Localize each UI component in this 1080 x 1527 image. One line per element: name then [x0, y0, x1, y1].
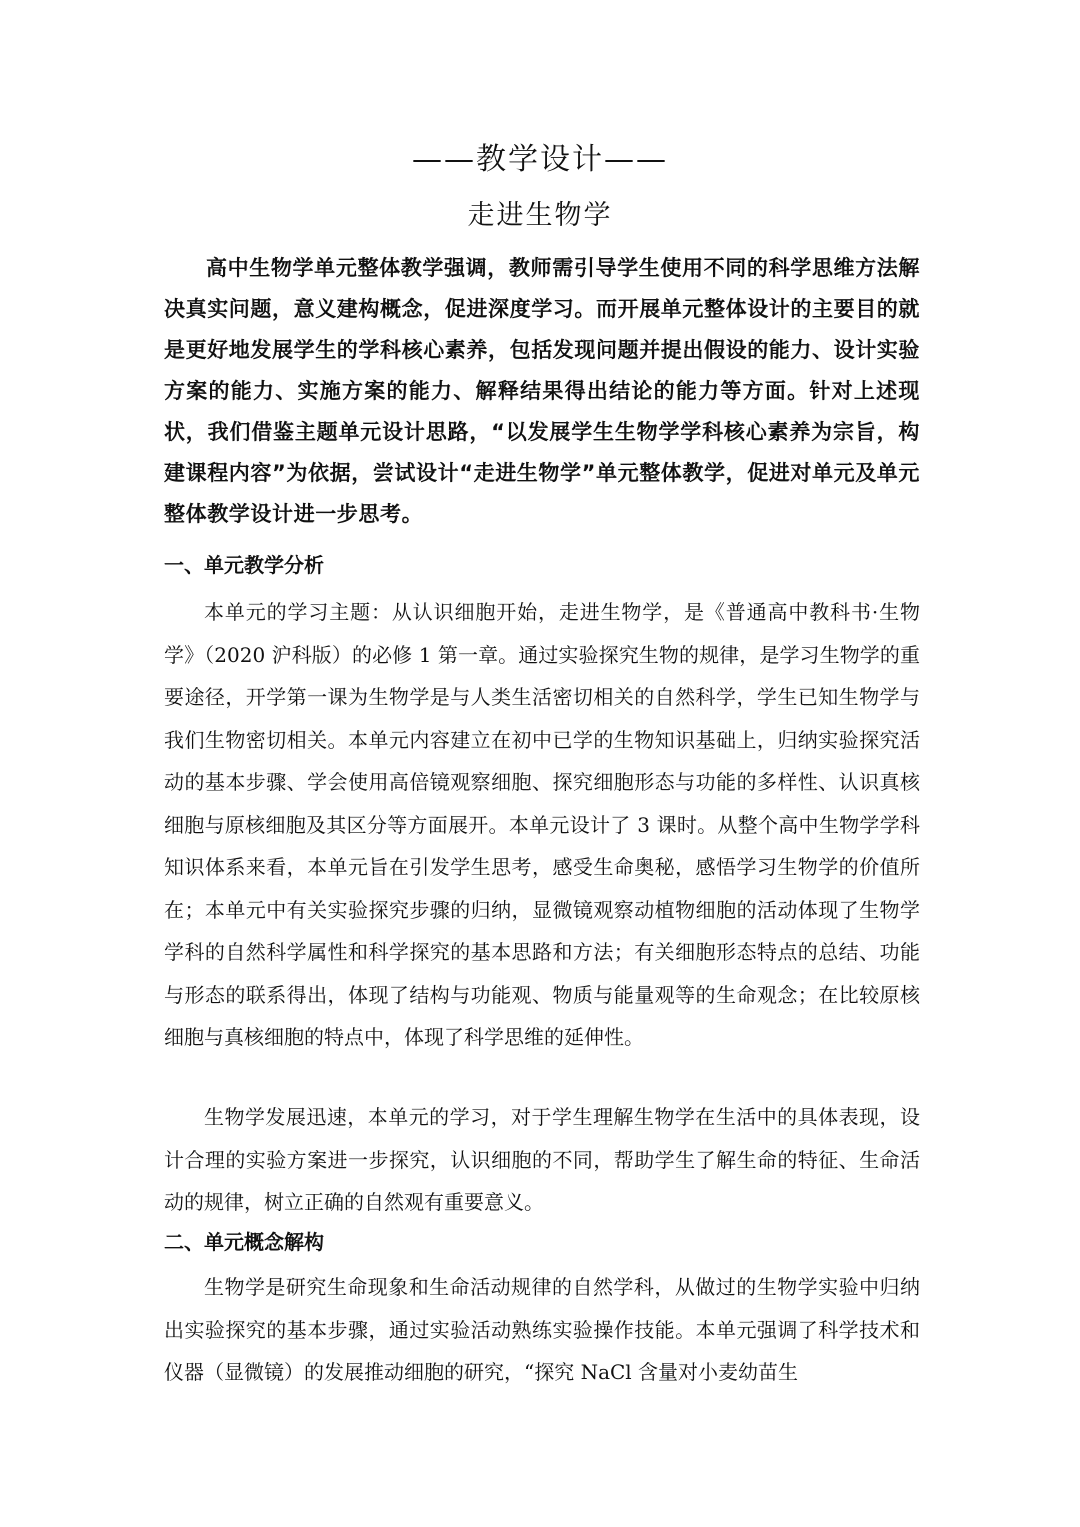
- section-heading-concept-deconstruction: 二、单元概念解构: [164, 1230, 324, 1254]
- document-title: ——教学设计——: [412, 142, 668, 177]
- document-subtitle: 走进生物学: [467, 200, 613, 231]
- concept-deconstruction-paragraph: 生物学是研究生命现象和生命活动规律的自然学科，从做过的生物学实验中归纳出实验探究的基本步骤，通过实验活动熟练实验操作技能。本单元强调了科学技术和仪器（显微镜）的发展推动细胞的研究，“探究 NaCl 含量对小麦幼苗生: [164, 1275, 920, 1384]
- unit-analysis-paragraph: 本单元的学习主题：从认识细胞开始，走进生物学，是《普通高中教科书·生物学》（2020 沪科版）的必修 1 第一章。通过实验探究生物的规律，是学习生物学的重要途径，开学第一课为生物学是与人类生活密切相关的自然科学，学生已知生物学与我们生物密切相关。本单元内容建立在初中已学的生物知识基础上，归纳实验探究活动的基本步骤、学会使用高倍镜观察细胞、探究细胞形态与功能的多样性、认识真核细胞与原核细胞及其区分等方面展开。本单元设计了 3 课时。从整个高中生物学学科知识体系来看，本单元旨在引发学生思考，感受生命奥秘，感悟学习生物学的价值所在；本单元中有关实验探究步骤的归纳，显微镜观察动植物细胞的活动体现了生物学学科的自然科学属性和科学探究的基本思路和方法；有关细胞形态特点的总结、功能与形态的联系得出，体现了结构与功能观、物质与能量观等的生命观念；在比较原核细胞与真核细胞的特点中，体现了科学思维的延伸性。: [164, 600, 920, 1049]
- section-heading-unit-analysis: 一、单元教学分析: [164, 553, 324, 577]
- lead-paragraph: 高中生物学单元整体教学强调，教师需引导学生使用不同的科学思维方法解决真实问题，意义建构概念，促进深度学习。而开展单元整体设计的主要目的就是更好地发展学生的学科核心素养，包括发现问题并提出假设的能力、设计实验方案的能力、实施方案的能力、解释结果得出结论的能力等方面。针对上述现状，我们借鉴主题单元设计思路，“以发展学生生物学学科核心素养为宗旨，构建课程内容”为依据，尝试设计“走进生物学”单元整体教学，促进对单元及单元整体教学设计进一步思考。: [164, 256, 921, 526]
- unit-analysis-paragraph: 生物学发展迅速，本单元的学习，对于学生理解生物学在生活中的具体表现，设计合理的实验方案进一步探究，认识细胞的不同，帮助学生了解生命的特征、生命活动的规律，树立正确的自然观有重要意义。: [164, 1105, 920, 1214]
